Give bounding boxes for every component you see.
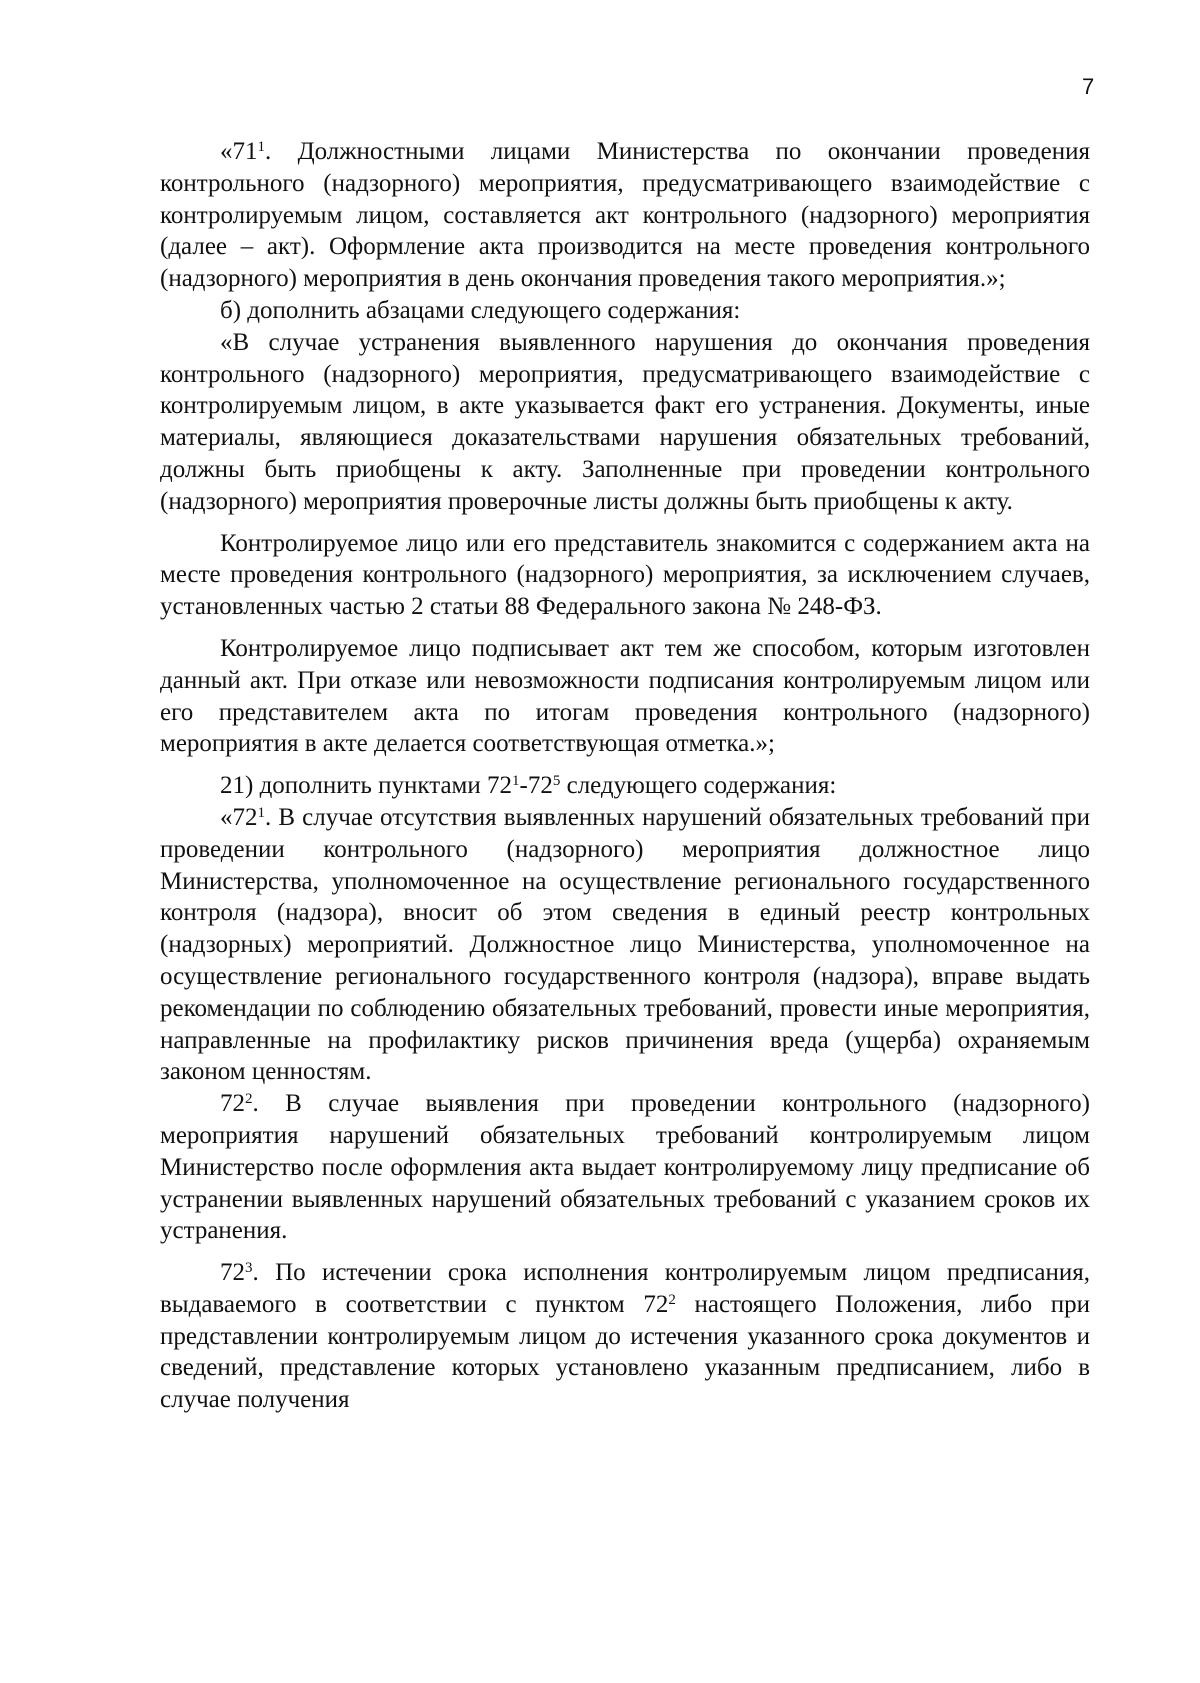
paragraph-72-1: «$72^1$. В случае отсутствия выявленных нарушений обязательных требований при проведении контрольного (надзорного) мероприятия должностное лицо Министерства, уполномоченное на осуществление регионального государственного контроля (надзора), вносит об этом сведения в единый реестр контрольных (надзорных) мероприятий. Должностное лицо Министерства, уполномоченное на осуществление регионального государственного контроля (надзора), вправе выдать рекомендации по соблюдению обязательных требований, провести иные мероприятия, направленные на профилактику рисков причинения вреда (ущерба) охраняемым законом ценностям.: [160, 803, 1090, 1086]
paragraph-71-1: «$71^1$. Должностными лицами Министерства по окончании проведения контрольного (надзорного) мероприятия, предусматривающего взаимодействие с контролируемым лицом, составляется акт контрольного (надзорного) мероприятия (далее – акт). Оформление акта производится на месте проведения контрольного (надзорного) мероприятия в день окончания проведения такого мероприятия.»;: [160, 138, 1090, 293]
document-body: [160, 136, 1090, 1416]
page-number: 7: [1082, 74, 1095, 99]
paragraph-signing: Контролируемое лицо подписывает акт тем же способом, которым изготовлен данный акт. При отказе или невозможности подписания контролируемым лицом или его представителем акта по итогам проведения контрольного (надзорного) мероприятия в акте делается соответствующая отметка.»;: [160, 634, 1090, 758]
paragraph-21: 21) дополнить пунктами $72^1-72^5$ следующего содержания:: [220, 772, 837, 800]
paragraph-72-2: $72^2$. В случае выявления при проведении контрольного (надзорного) мероприятия нарушений обязательных требований контролируемым лицом Министерство после оформления акта выдает контролируемому лицу предписание об устранении выявленных нарушений обязательных требований с указанием сроков их устранения.: [160, 1090, 1090, 1245]
paragraph-familiarization: Контролируемое лицо или его представитель знакомится с содержанием акта на месте проведения контрольного (надзорного) мероприятия, за исключением случаев, установленных частью 2 статьи 88 Федерального закона № 248-ФЗ.: [160, 529, 1090, 621]
paragraph-72-3: $72^3$. По истечении срока исполнения контролируемым лицом предписания, выдаваемого в соответствии с пунктом $72^2$ настоящего Положения, либо при представлении контролируемым лицом до истечения указанного срока документов и сведений, представление которых установлено указанным предписанием, либо в случае получения: [160, 1259, 1090, 1414]
paragraph-violation-fix: «В случае устранения выявленного нарушения до окончания проведения контрольного (надзорного) мероприятия, предусматривающего взаимодействие с контролируемым лицом, в акте указывается факт его устранения. Документы, иные материалы, являющиеся доказательствами нарушения обязательных требований, должны быть приобщены к акту. Заполненные при проведении контрольного (надзорного) мероприятия проверочные листы должны быть приобщены к акту.: [160, 328, 1090, 515]
paragraph-b: б) дополнить абзацами следующего содержания:: [220, 296, 741, 324]
